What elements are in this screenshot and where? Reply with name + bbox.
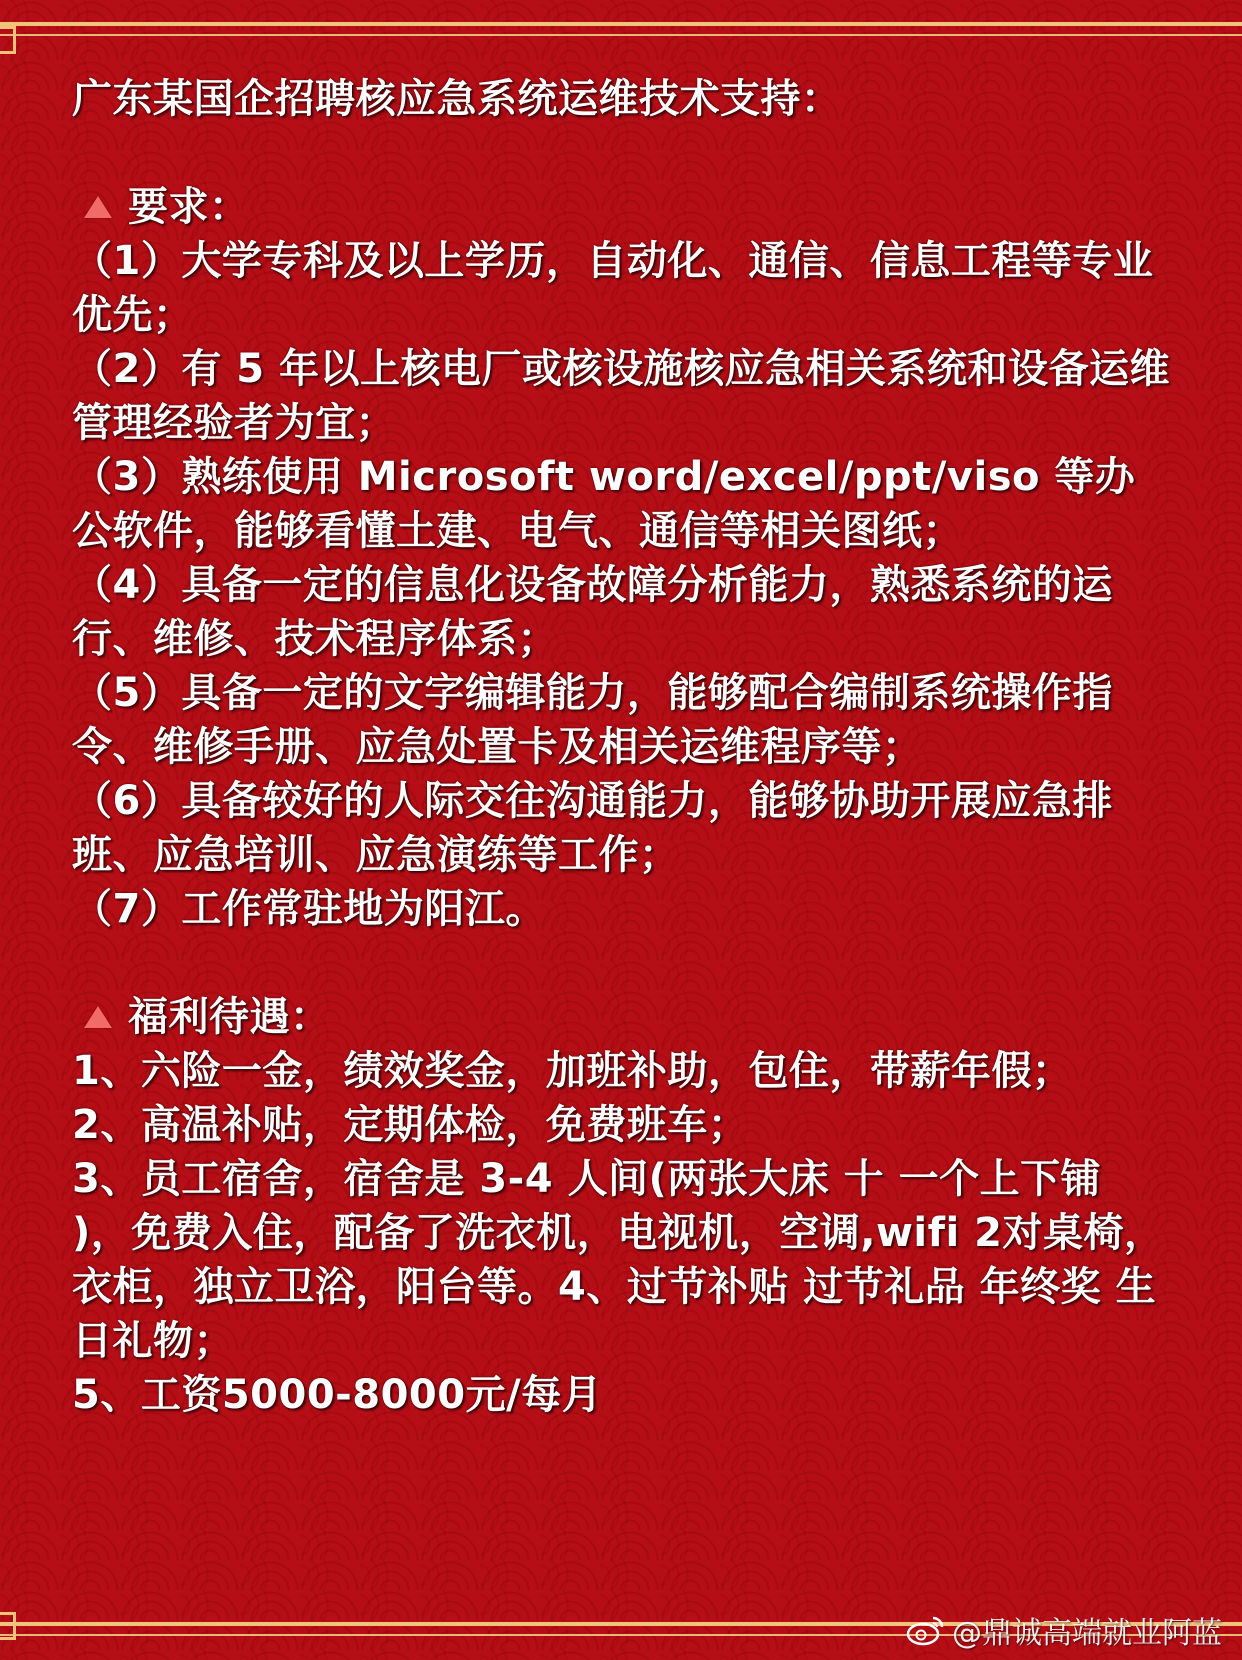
benefits-list <box>72 1044 1172 1422</box>
watermark-text: @鼎诚高端就业阿蓝 <box>952 1616 1222 1651</box>
requirements-heading <box>72 180 1172 234</box>
red-triangle-icon <box>84 1006 112 1028</box>
benefit-item: 1、六险一金，绩效奖金，加班补助，包住，带薪年假； <box>72 1048 1073 1094</box>
watermark <box>906 1608 1222 1652</box>
job-posting <box>72 72 1172 1422</box>
requirements-heading-label: 要求： <box>128 184 250 230</box>
red-triangle-icon <box>84 196 112 218</box>
requirement-item: （1）大学专科及以上学历，自动化、通信、信息工程等专业优先； <box>72 238 1154 338</box>
requirements-list <box>72 234 1172 936</box>
page-title: 广东某国企招聘核应急系统运维技术支持： <box>72 76 842 122</box>
top-left-frame-corner <box>0 26 16 54</box>
benefits-heading <box>72 990 1172 1044</box>
requirement-item: （6）具备较好的人际交往沟通能力，能够协助开展应急排班、应急培训、应急演练等工作； <box>72 778 1113 878</box>
bottom-left-frame-corner <box>0 1612 16 1640</box>
benefit-item: 2、高温补贴，定期体检，免费班车； <box>72 1102 749 1148</box>
requirement-item: （7）工作常驻地为阳江。 <box>72 886 546 932</box>
benefit-item: 3、员工宿舍，宿舍是 3-4 人间(两张大床 十 一个上下铺 )，免费入住，配备了洗衣机，电视机，空调,wifi 2对桌椅，衣柜，独立卫浴，阳台等。4、过节补贴 过节礼品 年终奖 生日礼物； <box>72 1156 1165 1364</box>
requirement-item: （2）有 5 年以上核电厂或核设施核应急相关系统和设备运维管理经验者为宜； <box>72 346 1171 446</box>
top-frame-line <box>0 22 1242 26</box>
top-frame-line-inner <box>0 34 1242 36</box>
weibo-icon <box>906 1614 946 1646</box>
benefit-item: 5、工资5000-8000元/每月 <box>72 1372 603 1418</box>
benefits-heading-label: 福利待遇： <box>128 994 331 1040</box>
requirement-item: （3）熟练使用 Microsoft word/excel/ppt/viso 等办公软件，能够看懂土建、电气、通信等相关图纸； <box>72 454 1136 554</box>
requirement-item: （4）具备一定的信息化设备故障分析能力，熟悉系统的运行、维修、技术程序体系； <box>72 562 1113 662</box>
requirement-item: （5）具备一定的文字编辑能力，能够配合编制系统操作指令、维修手册、应急处置卡及相关运维程序等； <box>72 670 1113 770</box>
